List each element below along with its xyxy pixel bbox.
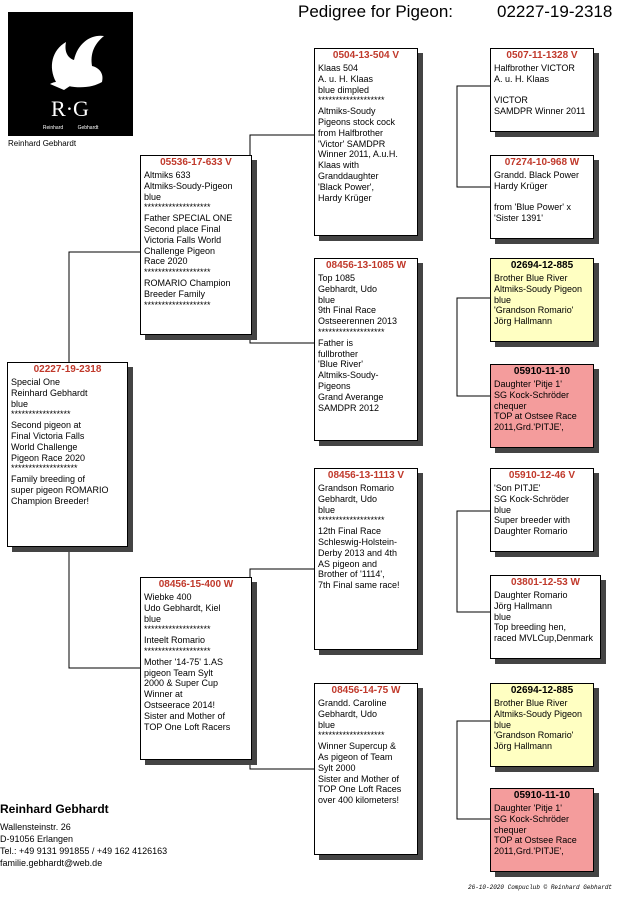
pigeon-ring-number: 0504-13-504 V (332, 50, 400, 61)
card-line: blue (494, 611, 512, 622)
card-line: Sister and Mother of (144, 710, 226, 721)
pigeon-ring-number: 07274-10-968 W (504, 157, 580, 168)
card-line: Daughter Romario (494, 526, 568, 537)
card-line: 'Grandson Romario' (494, 730, 574, 741)
card-line: Udo Gebhardt, Kiel (144, 602, 221, 613)
card-line: Gebhardt, Udo (318, 283, 378, 294)
card-line: from 'Blue Power' x (494, 202, 571, 213)
card-line: Pigeons stock cock (318, 116, 396, 127)
card-line: Reinhard Gebhardt (11, 387, 88, 398)
card-line: 2000 & Super Cup (144, 678, 219, 689)
card-line: Pigeon Race 2020 (11, 452, 86, 463)
card-line: SG Kock-Schröder (494, 493, 570, 504)
card-line: Breeder Family (144, 288, 206, 299)
card-line: Grandd. Black Power (494, 170, 580, 180)
card-line: Winner at (144, 689, 183, 700)
card-line (494, 85, 590, 96)
owner-street: Wallensteinstr. 26 (0, 822, 71, 832)
card-line: Altmiks-Soudy- (318, 370, 379, 381)
card-line: Final Victoria Falls (11, 430, 85, 441)
title-label: Pedigree for Pigeon: (298, 2, 453, 21)
card-line: SG Kock-Schröder (494, 389, 570, 400)
card-line: TOP One Loft Races (318, 784, 402, 795)
pedigree-card-granddam-maternal[interactable] (314, 683, 418, 855)
card-line: Schleswig-Holstein- (318, 536, 398, 547)
card-line: blue (144, 191, 162, 202)
card-line: blue (494, 294, 512, 305)
card-line: ******************* (144, 267, 211, 278)
card-line: ******************* (144, 202, 211, 213)
card-line (494, 192, 590, 203)
card-line: Top 1085 (318, 273, 356, 283)
card-line: Daughter Romario (494, 590, 568, 600)
card-line: Special One (11, 377, 61, 387)
pedigree-card-ancestor-7[interactable] (490, 683, 594, 767)
card-line: Jörg Hallmann (494, 600, 553, 611)
card-line: Winner 2011, A.u.H. (318, 149, 398, 160)
card-line: Brother Blue River (494, 698, 568, 708)
card-line: Brother of '1114', (318, 569, 385, 580)
card-line: As pigeon of Team (318, 751, 393, 762)
card-line: ******************* (144, 624, 211, 635)
card-line: Halfbrother VICTOR (494, 63, 575, 73)
logo-caption: Reinhard Gebhardt (8, 139, 77, 148)
card-line: Jörg Hallmann (494, 316, 553, 327)
card-line: Ostseerennen 2013 (318, 316, 398, 327)
card-line: Hardy Krüger (318, 192, 372, 203)
card-line: 'Sister 1391' (494, 213, 543, 224)
pedigree-card-ancestor-8[interactable] (490, 788, 594, 872)
pigeon-ring-number: 08456-13-1085 W (325, 260, 407, 271)
card-line: Jörg Hallmann (494, 741, 553, 752)
pedigree-card-grandsire-maternal[interactable] (314, 468, 418, 650)
card-line: A. u. H. Klaas (318, 73, 374, 84)
logo-small-right: Gebhardt (77, 125, 99, 131)
card-line: Top breeding hen, (494, 622, 567, 633)
logo-small-left: Reinhard (42, 125, 64, 131)
pedigree-card-granddam-paternal[interactable] (314, 258, 418, 441)
card-line: Mother '14-75' 1.AS (144, 656, 223, 667)
card-line: Altmiks-Soudy Pigeon (494, 708, 583, 719)
card-line: Family breeding of (11, 474, 86, 485)
card-line: chequer (494, 400, 527, 411)
card-line: Brother Blue River (494, 273, 568, 283)
card-line: Derby 2013 and 4th (318, 547, 398, 558)
card-line: blue (318, 294, 336, 305)
card-line: Second pigeon at (11, 420, 82, 431)
card-line: TOP at Ostsee Race (494, 411, 577, 422)
pigeon-ring-number: 05536-17-633 V (160, 157, 232, 168)
card-line: SAMDPR Winner 2011 (494, 106, 586, 117)
owner-contact (0, 802, 167, 869)
card-line: chequer (494, 824, 527, 835)
pedigree-card-ancestor-1[interactable] (490, 48, 594, 132)
card-line: 'Black Power', (318, 181, 374, 192)
card-line: Second place Final (144, 223, 221, 234)
owner-city: D-91056 Erlangen (0, 834, 74, 844)
card-line: blue dimpled (318, 84, 370, 95)
card-line: blue (144, 613, 162, 624)
owner-phone: Tel.: +49 9131 991855 / +49 162 4126163 (0, 846, 168, 856)
card-line: Winner Supercup & (318, 741, 397, 752)
pigeon-ring-number: 08456-14-75 W (331, 685, 401, 696)
card-line: Hardy Krüger (494, 180, 548, 191)
pigeon-ring-number: 0507-11-1328 V (506, 50, 578, 61)
owner-email[interactable]: familie.gebhardt@web.de (0, 858, 103, 868)
pedigree-card-sire[interactable] (140, 155, 252, 335)
card-line: blue (494, 504, 512, 515)
pedigree-card-ancestor-2[interactable] (490, 155, 594, 239)
card-line: 'Blue River' (318, 359, 363, 370)
card-line: blue (318, 504, 336, 515)
card-line: Altmiks 633 (144, 170, 191, 180)
card-line: Grand Averange (318, 391, 384, 402)
pigeon-ring-number: 03801-12-53 W (511, 577, 580, 588)
card-line: Father is (318, 337, 354, 348)
card-line: Grandd. Caroline (318, 698, 387, 708)
card-line: 2011,Grd.'PITJE', (494, 422, 564, 433)
logo-initials: R·G (51, 96, 89, 121)
card-line: pigeon Team Sylt (144, 667, 213, 678)
card-line: TOP One Loft Racers (144, 721, 231, 732)
card-line: ******************* (11, 463, 78, 474)
card-line: ******************* (318, 730, 385, 741)
card-line: Champion Breeder! (11, 495, 90, 506)
card-line: raced MVLCup,Denmark (494, 633, 594, 644)
card-line: Pigeons (318, 380, 351, 391)
card-line: Klaas 504 (318, 63, 359, 73)
card-line: over 400 kilometers! (318, 795, 400, 806)
card-line: Altmiks-Soudy (318, 106, 376, 117)
pedigree-card-subject[interactable] (7, 362, 128, 547)
card-line: Altmiks-Soudy-Pigeon (144, 180, 233, 191)
card-line: 7th Final same race! (318, 580, 400, 591)
card-line: VICTOR (494, 95, 528, 106)
card-line: blue (494, 719, 512, 730)
pigeon-ring-number: 02227-19-2318 (33, 364, 102, 375)
pigeon-ring-number: 05910-12-46 V (508, 470, 576, 481)
pigeon-ring-number: 02694-12-885 (510, 685, 574, 696)
card-line: Super breeder with (494, 515, 571, 526)
card-line: 'Victor' SAMDPR (318, 138, 386, 149)
card-line: 2011,Grd.'PITJE', (494, 846, 564, 857)
card-line: Inteelt Romario (144, 635, 206, 646)
card-line: Granddaughter (318, 170, 379, 181)
card-line: from Halfbrother (318, 127, 384, 138)
footer-credit: 26-10-2020 Compuclub © Reinhard Gebhardt (468, 884, 613, 891)
card-line: blue (318, 719, 336, 730)
card-line: ******************* (318, 326, 385, 337)
card-line: TOP at Ostsee Race (494, 835, 577, 846)
card-line: Father SPECIAL ONE (144, 213, 233, 224)
card-line: ******************* (318, 515, 385, 526)
card-line: World Challenge (11, 441, 78, 452)
card-line: super pigeon ROMARIO (11, 484, 109, 495)
card-line: ******************* (318, 95, 385, 106)
pedigree-card-dam[interactable] (140, 577, 252, 760)
card-line: Ostseerace 2014! (144, 699, 216, 710)
pedigree-card-ancestor-4[interactable] (490, 364, 594, 448)
card-line: Daughter 'Pitje 1' (494, 379, 562, 389)
card-line: Race 2020 (144, 256, 188, 267)
card-line: 'Son PITJE' (494, 483, 541, 493)
card-line: ROMARIO Champion (144, 277, 231, 288)
card-line: Altmiks-Soudy Pigeon (494, 283, 583, 294)
card-line: Sylt 2000 (318, 762, 356, 773)
title-pigeon-id: 02227-19-2318 (497, 2, 613, 21)
card-line: ***************** (11, 409, 71, 420)
pedigree-card-ancestor-6[interactable] (490, 575, 601, 659)
card-line: Victoria Falls World (144, 234, 222, 245)
card-line: SG Kock-Schröder (494, 813, 570, 824)
card-line: Klaas with (318, 160, 360, 171)
pigeon-ring-number: 05910-11-10 (513, 790, 571, 801)
pigeon-ring-number: 08456-15-400 W (158, 579, 234, 590)
card-line: 9th Final Race (318, 305, 377, 316)
card-line: Gebhardt, Udo (318, 493, 378, 504)
card-line: Daughter 'Pitje 1' (494, 803, 562, 813)
card-line: 'Grandson Romario' (494, 305, 574, 316)
pigeon-ring-number: 05910-11-10 (513, 366, 571, 377)
card-line: ******************* (144, 299, 211, 310)
pigeon-ring-number: 02694-12-885 (510, 260, 574, 271)
card-line: 12th Final Race (318, 526, 382, 537)
card-line: blue (11, 398, 29, 409)
card-line: SAMDPR 2012 (318, 402, 380, 413)
card-line: Sister and Mother of (318, 773, 400, 784)
card-line: Gebhardt, Udo (318, 708, 378, 719)
card-line: ******************* (144, 645, 211, 656)
card-line: Challenge Pigeon (144, 245, 216, 256)
pigeon-ring-number: 08456-13-1113 V (327, 470, 405, 481)
card-line: Wiebke 400 (144, 592, 192, 602)
pedigree-card-ancestor-5[interactable] (490, 468, 594, 552)
card-line: A. u. H. Klaas (494, 73, 550, 84)
card-line: AS pigeon and (318, 558, 378, 569)
owner-name: Reinhard Gebhardt (0, 802, 109, 816)
card-line: fullbrother (318, 348, 359, 359)
pedigree-card-ancestor-3[interactable] (490, 258, 594, 342)
pedigree-card-grandsire-paternal[interactable] (314, 48, 418, 236)
card-line: Grandson Romario (318, 483, 395, 493)
